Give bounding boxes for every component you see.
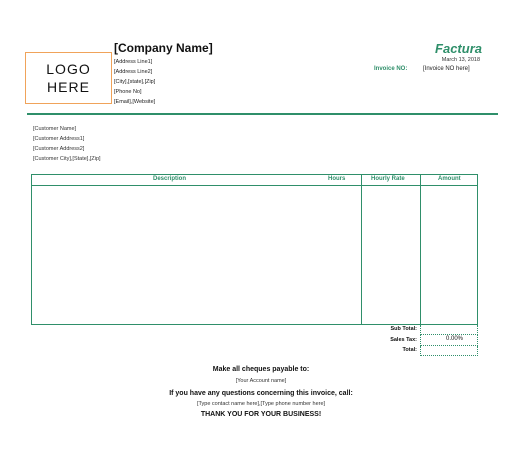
account-name[interactable]: [Your Account name] [235, 378, 287, 384]
subtotal-label: Sub Total: [390, 326, 417, 332]
column-divider-hours [361, 175, 362, 324]
header-amount: Amount [438, 176, 461, 182]
table-header-row [32, 175, 477, 186]
company-address1: [Address Line1] [114, 59, 153, 65]
invoice-title: Factura [435, 41, 482, 56]
company-phone: [Phone No] [114, 89, 142, 95]
company-address-block [114, 57, 155, 107]
header-hourly-rate: Hourly Rate [371, 176, 405, 182]
items-table [31, 174, 478, 325]
cheques-note: Make all cheques payable to: [212, 366, 310, 373]
header-divider [27, 113, 498, 115]
invoice-no-label: Invoice NO: [374, 66, 408, 72]
company-address2: [Address Line2] [114, 69, 153, 75]
header-hours: Hours [328, 176, 346, 182]
contact-info[interactable]: [Type contact name here],[Type phone number here] [196, 401, 326, 407]
customer-address1[interactable]: [Customer Address1] [33, 136, 85, 142]
total-label: Total: [402, 347, 417, 353]
logo-line-2: HERE [47, 79, 90, 95]
customer-name[interactable]: [Customer Name] [33, 126, 77, 132]
logo-line-1: LOGO [46, 61, 91, 77]
questions-note: If you have any questions concerning this invoice, call: [169, 390, 353, 397]
subtotal-value[interactable] [420, 325, 478, 335]
thank-you-note: THANK YOU FOR YOUR BUSINESS! [200, 411, 322, 418]
sales-tax-label: Sales Tax: [390, 337, 417, 343]
total-value[interactable] [420, 346, 478, 356]
logo-placeholder [25, 52, 112, 104]
customer-block [33, 124, 101, 164]
company-name: [Company Name] [114, 41, 213, 55]
company-city: [City],[state],[Zip] [114, 79, 156, 85]
sales-tax-cell[interactable] [420, 335, 478, 346]
invoice-no-value[interactable]: [Invoice NO here] [423, 66, 470, 72]
header-description: Description [153, 176, 187, 182]
invoice-date: March 13, 2018 [441, 57, 480, 63]
customer-address2[interactable]: [Customer Address2] [33, 146, 85, 152]
sales-tax-value: 0.00% [445, 336, 463, 342]
column-divider-rate [420, 175, 421, 324]
customer-city[interactable]: [Customer City],[State],[Zip] [33, 156, 101, 162]
company-email: [Email],[Website] [114, 99, 156, 105]
